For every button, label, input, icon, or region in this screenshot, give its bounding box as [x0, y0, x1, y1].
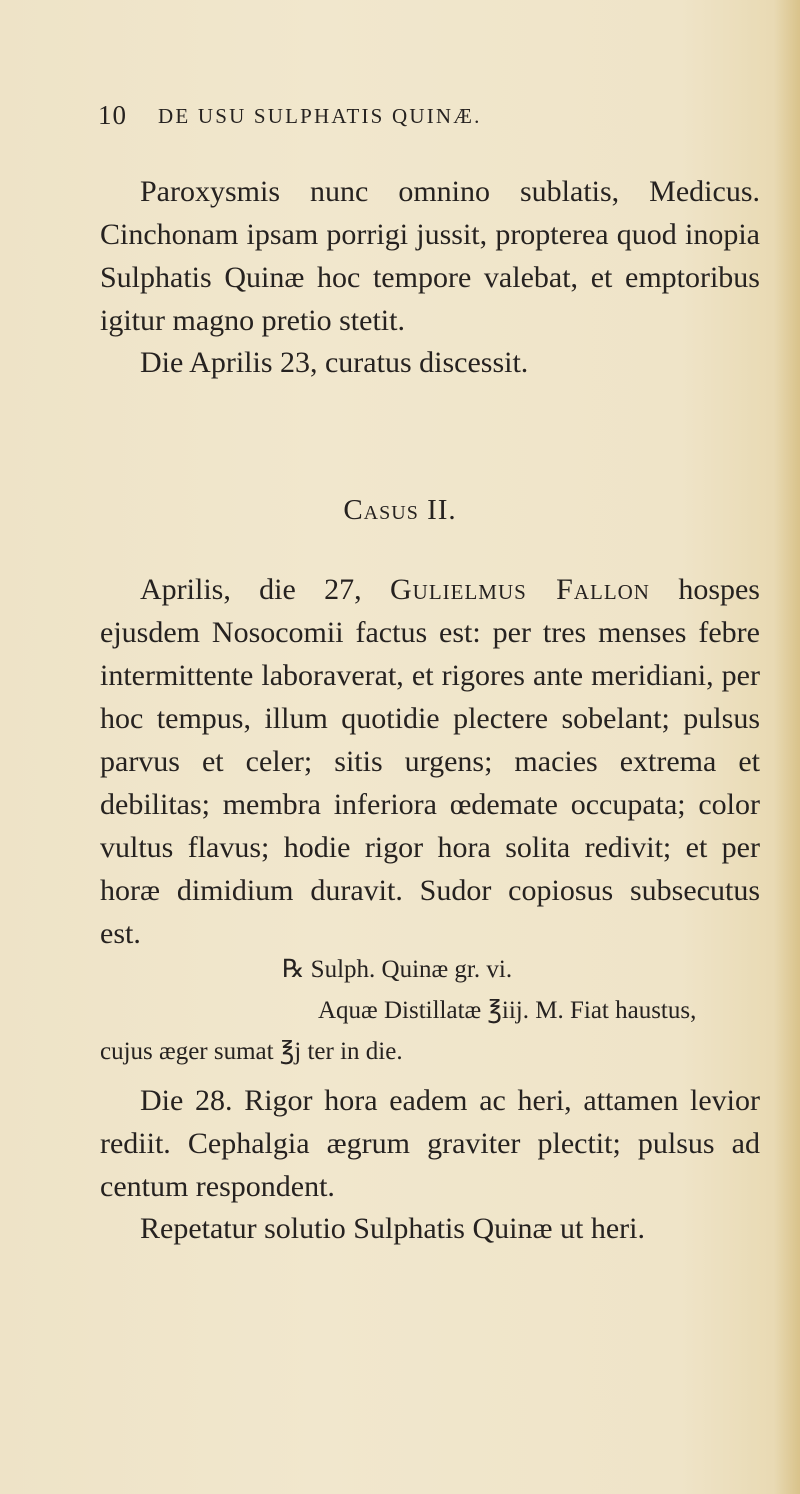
running-head	[98, 100, 718, 136]
patient-name: Gulielmus Fallon	[389, 573, 650, 606]
paragraph-discharge: Die Aprilis 23, curatus discessit.	[140, 346, 529, 379]
paragraph-day-28: Die 28. Rigor hora eadem ac heri, attamen levior rediit. Cephalgia ægrum graviter plectit; pulsus ad centum respondent.	[100, 1084, 760, 1203]
prescription-line-1: ℞ Sulph. Quinæ gr. vi.	[282, 956, 513, 983]
case-date-text: Aprilis, die 27,	[140, 573, 390, 606]
paragraph-case-history	[100, 568, 760, 955]
paragraph-paroxysmis: Paroxysmis nunc omnino sublatis, Medicus. Cinchonam ipsam porrigi jussit, propterea quod inopia Sulphatis Quinæ hoc tempore valebat, et emptoribus igitur magno pretio stetit.	[100, 175, 760, 337]
paragraph-repeat-order: Repetatur solutio Sulphatis Quinæ ut heri.	[140, 1212, 645, 1245]
prescription-line-3: cujus æger sumat ℥j ter in die.	[100, 1038, 403, 1065]
case-description: hospes ejusdem Nosocomii factus est: per tres menses febre intermittente laboraverat, et rigores ante meridiani, per hoc tempus, illum quotidie plectere sobelant; pulsus parvus et celer; sitis urgens; macies extrema et debilitas; membra inferiora œdemate occupata; color vultus flavus; hodie rigor hora solita redivit; et per horæ dimidium duravit. Sudor copiosus subsecutus est.	[100, 573, 760, 950]
running-title: DE USU SULPHATIS QUINÆ.	[158, 104, 482, 128]
page-edge-shading	[774, 0, 800, 1494]
page-number: 10	[98, 100, 127, 130]
case-heading: Casus II.	[343, 494, 457, 526]
prescription-line-2: Aquæ Distillatæ ℥iij. M. Fiat haustus,	[318, 997, 697, 1024]
